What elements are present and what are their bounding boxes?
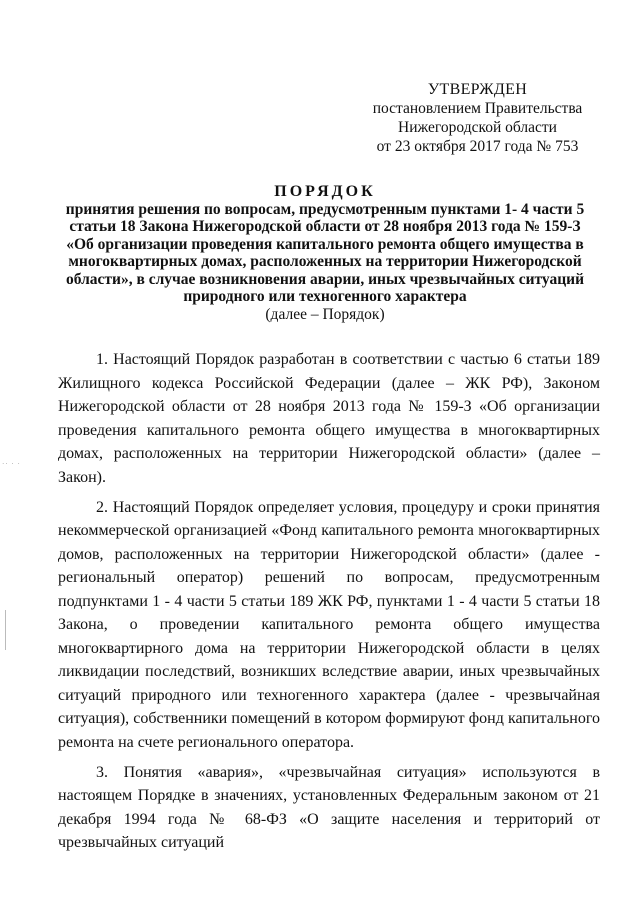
heading-note: (далее – Порядок) — [265, 305, 385, 323]
heading-line-6: природного или техногенного характера — [183, 288, 467, 305]
document-heading — [55, 183, 595, 323]
heading-line-3: «Об организации проведения капитального ремонта общего имущества в — [66, 235, 584, 253]
approval-title: УТВЕРЖДЕН — [427, 81, 528, 98]
approval-block — [355, 80, 600, 156]
paragraph-3: 3. Понятия «авария», «чрезвычайная ситуация» используются в настоящем Порядке в значениях, установленных Федеральным законом от 21 декабря 1994 года № 68-ФЗ «О защите населения и территорий от чрезвычайных ситуаций — [58, 763, 600, 851]
document-title: ПОРЯДОК — [274, 183, 376, 200]
approval-line-1: постановлением Правительства — [372, 100, 583, 117]
approval-line-2: Нижегородской области — [398, 119, 557, 136]
heading-line-2: статьи 18 Закона Нижегородской области от 28 ноября 2013 года № 159-З — [69, 218, 581, 235]
document-body — [58, 348, 600, 861]
paragraph-2: 2. Настоящий Порядок определяет условия, процедуру и сроки принятия некоммерческой организацией «Фонд капитального ремонта многоквартирных домов, расположенных на территории Нижегородской области» (далее - региональный оператор) решений по вопросам, предусмотренным подпунктами 1 - 4 части 5 статьи 189 ЖК РФ, пунктами 1 - 4 части 5 статьи 18 Закона, о проведении капитального ремонта общего имущества многоквартирного дома на территории Нижегородской области в целях ликвидации последствий, возникших вследствие аварии, иных чрезвычайных ситуаций природного или техногенного характера (далее - чрезвычайная ситуация), собственники помещений в котором формируют фонд капитального ремонта на счете регионального оператора. — [58, 498, 600, 751]
heading-line-1: принятия решения по вопросам, предусмотренным пунктами 1- 4 части 5 — [65, 200, 585, 218]
paragraph-1: 1. Настоящий Порядок разработан в соответствии с частью 6 статьи 189 Жилищного кодекса Российской Федерации (далее – ЖК РФ), Законом Нижегородской области от 28 ноября 2013 года № 159-З «Об организации проведения капитального ремонта общего имущества в многоквартирных домах, расположенных на территории Нижегородской области» (далее – Закон). — [58, 351, 600, 486]
heading-line-4: многоквартирных домах, расположенных на территории Нижегородской — [68, 253, 582, 270]
heading-line-5: области», в случае возникновения аварии, иных чрезвычайных ситуаций — [65, 270, 585, 288]
margin-line — [5, 610, 6, 650]
margin-scan-artifact: ·· · · — [2, 460, 21, 468]
approval-line-3: от 23 октября 2017 года № 753 — [376, 138, 579, 155]
